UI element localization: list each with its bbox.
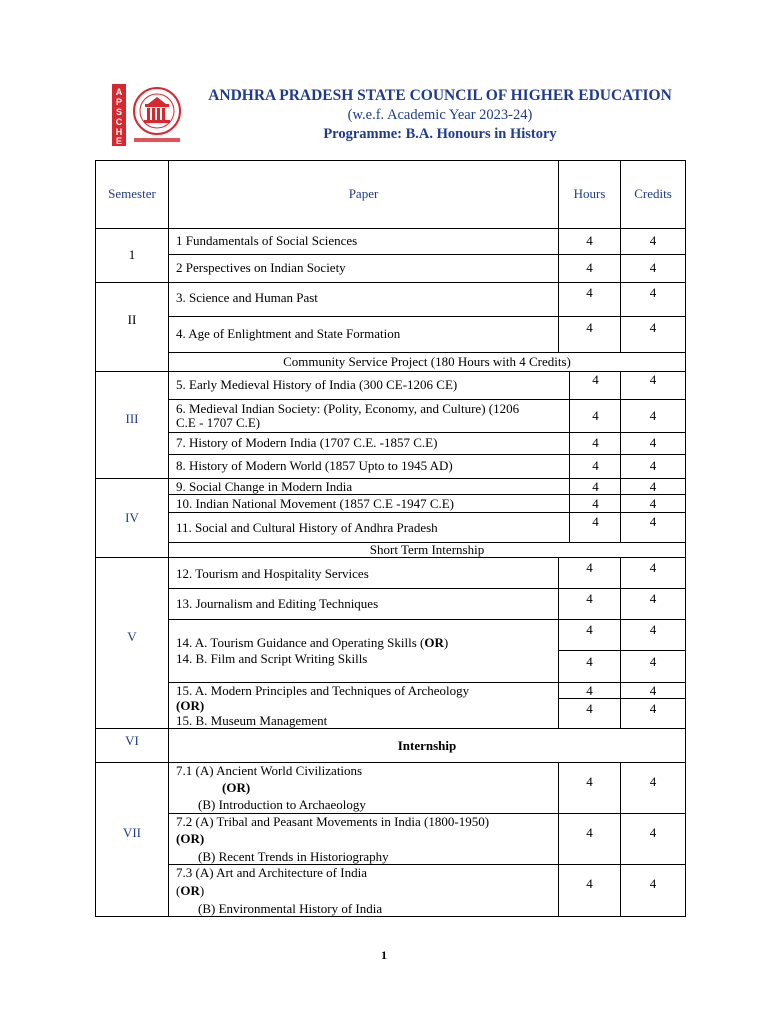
paper-title: 9. Social Change in Modern India [176,479,353,494]
semester-label: VI [125,733,139,748]
credits-value: 4 [649,320,657,335]
hours-value: 4 [586,876,593,891]
paper-title-continued: C.E - 1707 C.E) [176,415,261,430]
credits-value: 4 [649,591,657,606]
paper-title: 3. Science and Human Past [176,290,318,305]
grid-line [558,650,686,651]
paper-title: 15. A. Modern Principles and Techniques of Archeology [176,683,470,698]
internship-label: Internship [397,738,457,753]
programme-title [190,126,690,143]
academic-year: (w.e.f. Academic Year 2023-24) [347,107,533,123]
credits-value: 4 [649,876,657,891]
hours-value: 4 [592,372,599,387]
hours-value: 4 [586,701,593,716]
credits-value: 4 [649,408,657,423]
credits-value: 4 [649,654,657,669]
hours-value: 4 [586,683,593,698]
svg-text:H: H [115,127,123,137]
grid-line [168,316,686,317]
hours-value: 4 [586,560,593,575]
hours-value: 4 [586,622,593,637]
svg-text:S: S [115,107,123,117]
paper-title: 1 Fundamentals of Social Sciences [176,233,358,248]
page-number: 1 [381,948,387,962]
credits-value: 4 [649,825,657,840]
credits-value: 4 [649,496,657,511]
credits-value: 4 [649,683,657,698]
hours-value: 4 [586,320,593,335]
or-label: (OR) [176,698,205,713]
paper-title: 7.1 (A) Ancient World Civilizations [176,763,363,778]
svg-text:E: E [115,136,123,146]
hours-value: 4 [586,654,593,669]
hours-value: 4 [586,285,593,300]
semester-label: VII [122,825,142,840]
paper-title-part: 14. A. Tourism Guidance and Operating Skills ( [176,635,425,650]
grid-line [168,512,686,513]
paper-title: 7.2 (A) Tribal and Peasant Movements in India (1800-1950) [176,814,490,829]
grid-line [168,588,686,589]
hours-value: 4 [592,408,599,423]
or-label: (OR) [222,780,251,795]
or-paren: ) [199,883,205,898]
paper-title: 13. Journalism and Editing Techniques [176,596,379,611]
grid-line [685,160,686,917]
grid-line [168,160,169,917]
semester-label: II [127,312,137,327]
paper-title: 7.3 (A) Art and Architecture of India [176,865,367,880]
paper-title: 15. B. Museum Management [176,713,328,728]
credits-value: 4 [649,774,657,789]
paper-title: 11. Social and Cultural History of Andhra Pradesh [176,520,438,535]
credits-value: 4 [649,233,657,248]
paper-title: 2 Perspectives on Indian Society [176,260,346,275]
grid-line [95,916,686,917]
grid-line [168,619,686,620]
column-header-paper: Paper [348,186,379,201]
apsche-logo [112,84,188,146]
paper-title: (B) Introduction to Archaeology [198,797,366,812]
grid-line [168,454,686,455]
svg-text:C: C [115,117,123,127]
or-label [176,884,204,898]
paper-title: 5. Early Medieval History of India (300 CE-1206 CE) [176,377,458,392]
credits-value: 4 [649,701,657,716]
or-text: OR [180,883,200,898]
semester-label: III [125,411,139,426]
credits-value: 4 [649,622,657,637]
semester-label: IV [125,510,139,525]
grid-line [168,494,686,495]
svg-text:A: A [115,87,123,97]
hours-value: 4 [586,825,593,840]
paper-title: 7. History of Modern India (1707 C.E. -1857 C.E) [176,435,438,450]
column-header-hours: Hours [573,186,606,201]
paper-title: 6. Medieval Indian Society: (Polity, Economy, and Culture) (1206 [176,401,520,416]
grid-line [168,399,686,400]
grid-line [168,254,686,255]
grid-line [168,352,686,353]
credits-value: 4 [649,514,657,529]
grid-line [168,432,686,433]
semester-label: V [127,629,137,644]
programme-label: Programme [323,126,398,142]
hours-value: 4 [586,260,593,275]
or-label: (OR) [176,831,205,846]
or-label: OR [424,635,444,650]
credits-value: 4 [649,458,657,473]
hours-value: 4 [592,458,599,473]
svg-text:P: P [115,97,123,107]
hours-value: 4 [592,435,599,450]
grid-line [95,228,686,229]
paper-title: (B) Environmental History of India [198,901,383,916]
short-term-internship: Short Term Internship [369,542,485,557]
programme-value: : B.A. Honours in History [397,126,557,142]
credits-value: 4 [649,560,657,575]
credits-value: 4 [649,372,657,387]
paper-title: 12. Tourism and Hospitality Services [176,566,369,581]
credits-value: 4 [649,435,657,450]
paper-title: 4. Age of Enlightment and State Formation [176,326,401,341]
grid-line [95,557,686,558]
credits-value: 4 [649,260,657,275]
credits-value: 4 [649,479,657,494]
hours-value: 4 [586,233,593,248]
hours-value: 4 [592,514,599,529]
paper-title: 8. History of Modern World (1857 Upto to 1945 AD) [176,458,453,473]
grid-line [95,282,686,283]
column-header-credits: Credits [634,186,672,201]
hours-value: 4 [592,479,599,494]
grid-line [95,160,686,161]
paper-title: 14. B. Film and Script Writing Skills [176,651,368,666]
paper-title: 10. Indian National Movement (1857 C.E -1947 C.E) [176,496,455,511]
hours-value: 4 [586,774,593,789]
council-title: ANDHRA PRADESH STATE COUNCIL OF HIGHER EDUCATION [208,87,672,104]
hours-value: 4 [586,591,593,606]
community-service-project: Community Service Project (180 Hours with 4 Credits) [283,354,571,369]
grid-line [558,698,686,699]
grid-line [95,728,686,729]
column-header-semester: Semester [108,186,156,201]
paper-title [176,636,448,650]
hours-value: 4 [592,496,599,511]
semester-label: 1 [128,247,136,262]
credits-value: 4 [649,285,657,300]
or-paren: ( [176,883,181,898]
grid-line [95,160,96,917]
paper-title: (B) Recent Trends in Historiography [198,849,389,864]
paper-title-part: ) [443,635,449,650]
